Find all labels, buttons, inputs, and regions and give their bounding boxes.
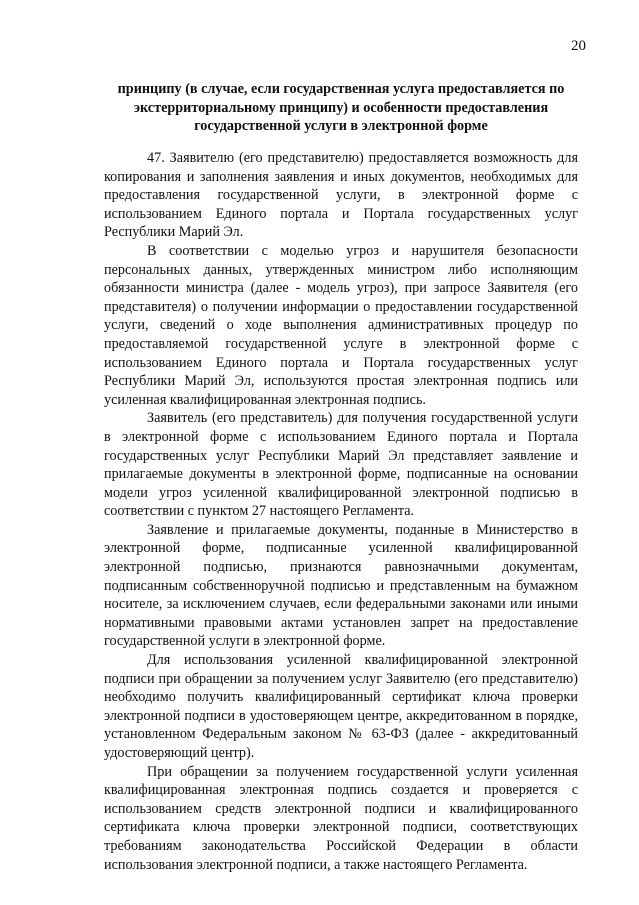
paragraph: При обращении за получением государственной услуги усиленная квалифицированная электронная подпись создается и проверяется с использованием средств электронной подписи и квалифицированного сертификата ключа проверки электронной подписи, соответствующих требованиям законодательства Российской Федерации в области использования электронной подписи, а также настоящего Регламента.	[104, 763, 578, 873]
paragraph: Для использования усиленной квалифицированной электронной подписи при обращении за получением услуг Заявителю (его представителю) необходимо получить квалифицированный сертификат ключа проверки электронной подписи в удостоверяющем центре, аккредитованном в порядке, установленном Федеральным законом № 63-ФЗ (далее - аккредитованный удостоверяющий центр).	[104, 652, 578, 761]
document-body	[104, 149, 578, 874]
paragraph: Заявитель (его представитель) для получения государственной услуги в электронной форме с использованием Единого портала и Портала государственных услуг Республики Марий Эл представляет заявление и прилагаемые документы в электронной форме, подписанные на основании модели угроз усиленной квалифицированной электронной подписью в соответствии с пунктом 27 настоящего Регламента.	[104, 410, 578, 520]
page-number: 20	[571, 38, 586, 54]
section-heading: принципу (в случае, если государственная услуга предоставляется по экстерриториальному принципу) и особенности предоставления государственной услуги в электронной форме	[117, 81, 565, 134]
paragraph: 47. Заявителю (его представителю) предоставляется возможность для копирования и заполнения заявления и иных документов, необходимых для предоставления государственной услуги, в электронной форме с использованием Единого портала и Портала государственных услуг Республики Марий Эл.	[104, 150, 578, 241]
paragraph: В соответствии с моделью угроз и нарушителя безопасности персональных данных, утвержденных министром либо исполняющим обязанности министра (далее - модель угроз), при запросе Заявителя (его представителя) о получении информации о предоставлении государственной услуги, сведений о ходе выполнения административных процедур по предоставляемой государственной услуге в электронной форме с использованием Единого портала и Портала государственных услуг Республики Марий Эл, используются простая электронная подпись или усиленная квалифицированная электронная подпись.	[104, 242, 578, 408]
paragraph: Заявление и прилагаемые документы, поданные в Министерство в электронной форме, подписанные усиленной квалифицированной электронной подписью, признаются равнозначными документам, подписанным собственноручной подписью и представленным на бумажном носителе, за исключением случаев, если федеральными законами или иными нормативными правовыми актами установлен запрет на предоставление государственной услуги в электронной форме.	[104, 521, 578, 650]
